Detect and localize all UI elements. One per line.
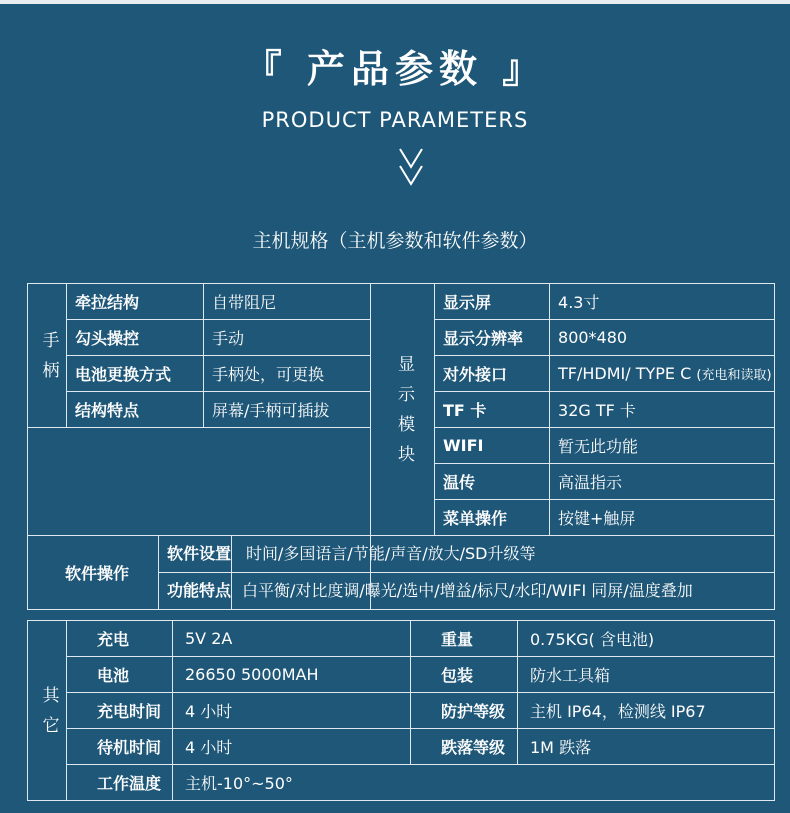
spec-value: 暂无此功能: [550, 428, 775, 464]
other-group-label: [43, 681, 60, 741]
display-group-label: [398, 350, 415, 470]
spec-value: 手柄处，可更换: [204, 356, 371, 392]
spec-label: 重量: [411, 621, 518, 657]
page-subtitle: PRODUCT PARAMETERS: [261, 108, 529, 132]
other-group-char: 其: [42, 685, 60, 706]
page-title: 『 产品参数 』: [243, 47, 547, 91]
spec-value: 主机 IP64，检测线 IP67: [518, 693, 775, 729]
spec-value: 防水工具箱: [518, 657, 775, 693]
other-group-cell: [28, 621, 67, 801]
top-strip: [0, 0, 790, 4]
display-group-char: 块: [398, 444, 416, 465]
spec-value: 自带阻尼: [204, 284, 371, 320]
spec-label: 充电时间: [67, 693, 173, 729]
display-group-char: 显: [398, 354, 416, 375]
spec-label: 显示分辨率: [435, 320, 550, 356]
spec-value: 高温指示: [550, 464, 775, 500]
spec-value: 800*480: [550, 320, 775, 356]
spec-label: 结构特点: [67, 392, 204, 428]
spec-label: WIFI: [435, 428, 550, 464]
spec-label: TF 卡: [435, 392, 550, 428]
software-setting-label: 软件设置: [167, 536, 232, 572]
handle-group-char: 柄: [42, 360, 60, 381]
empty-cell: [28, 428, 371, 536]
spec-value: 26650 5000MAH: [173, 657, 411, 693]
spec-label: 工作温度: [67, 765, 173, 801]
spec-value-note: (充电和读取): [696, 368, 772, 383]
spec-label: 勾头操控: [67, 320, 204, 356]
spec-label: 包装: [411, 657, 518, 693]
display-group-char: 模: [398, 414, 416, 435]
spec-value: 屏幕/手柄可插拔: [204, 392, 371, 428]
double-chevron-down-icon: [397, 146, 425, 188]
spec-label: 菜单操作: [435, 500, 550, 536]
spec-value: 4 小时: [173, 693, 411, 729]
spec-value: 4 小时: [173, 729, 411, 765]
other-spec-table: [27, 620, 775, 801]
spec-value: [550, 356, 775, 392]
spec-label: 待机时间: [67, 729, 173, 765]
software-group-label: 软件操作: [28, 536, 159, 610]
function-value: 白平衡/对比度调/曝光/选中/增益/标尺/水印/WIFI 同屏/温度叠加: [242, 581, 693, 600]
spec-label: 防护等级: [411, 693, 518, 729]
spec-label: 显示屏: [435, 284, 550, 320]
spec-label: 电池: [67, 657, 173, 693]
spec-label: 充电: [67, 621, 173, 657]
spec-value: 按键+触屏: [550, 500, 775, 536]
spec-value: 4.3寸: [550, 284, 775, 320]
display-group-cell: [371, 284, 435, 536]
display-group-char: 示: [398, 384, 416, 405]
spec-value: 0.75KG( 含电池): [518, 621, 775, 657]
spec-label: [159, 573, 693, 610]
spec-label: 牵拉结构: [67, 284, 204, 320]
host-spec-table: [27, 283, 775, 610]
spec-value: 1M 跌落: [518, 729, 775, 765]
spec-value: 手动: [204, 320, 371, 356]
handle-group-char: 手: [42, 330, 60, 351]
spec-label: 对外接口: [435, 356, 550, 392]
software-setting-value: 时间/多国语言/节能/声音/放大/SD升级等: [246, 544, 536, 563]
handle-group-label: [43, 326, 60, 386]
spec-value: 5V 2A: [173, 621, 411, 657]
spec-label: [159, 536, 536, 573]
function-label: 功能特点: [167, 573, 232, 609]
spec-label: 温传: [435, 464, 550, 500]
spec-value-main: TF/HDMI/ TYPE C: [558, 364, 697, 383]
spec-label: 电池更换方式: [67, 356, 204, 392]
spec-label: 跌落等级: [411, 729, 518, 765]
other-group-char: 它: [42, 715, 60, 736]
spec-value: 主机-10°~50°: [173, 765, 775, 801]
spec-value: 32G TF 卡: [550, 392, 775, 428]
handle-group-cell: [28, 284, 67, 428]
section-title: 主机规格（主机参数和软件参数）: [252, 230, 538, 252]
